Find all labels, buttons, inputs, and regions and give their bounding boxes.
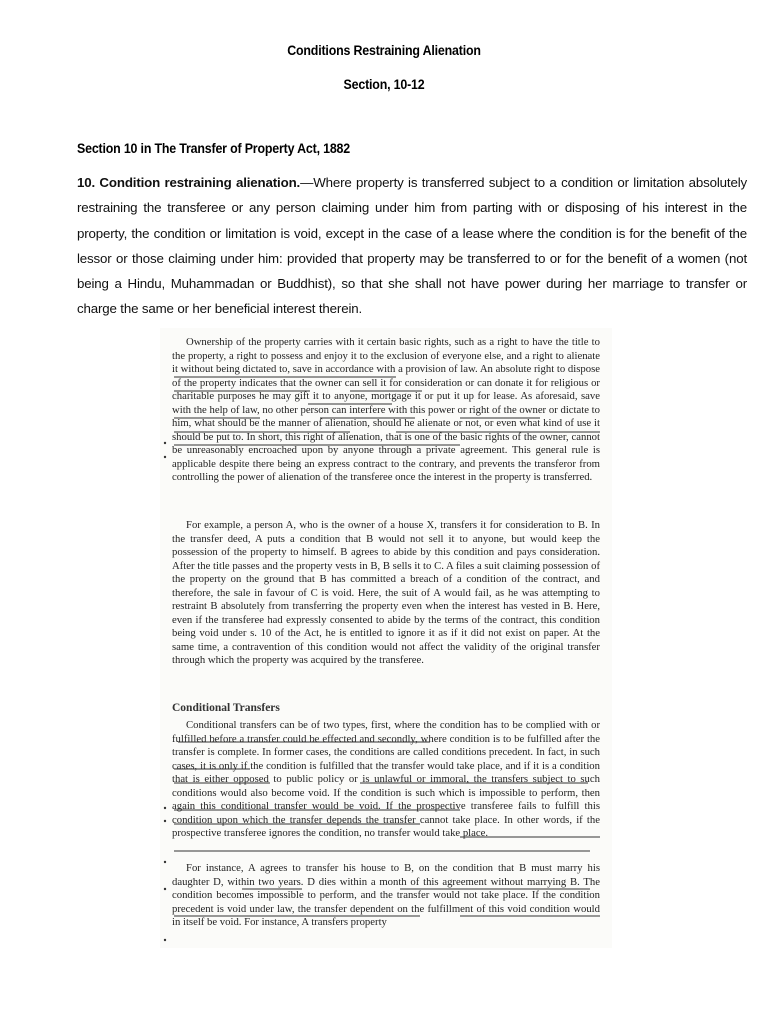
page-subtitle: Section, 10-12 [343,77,425,92]
clause-label: 10. Condition restraining alienation. [77,175,301,190]
excerpt-paragraph-instance: For instance, A agrees to transfer his house to B, on the condition that B must marry his daughter D, within two years. D dies within a month of this agreement without marrying B. The condition becomes impossible to perform, and the transfer would not take place. If the condition precedent is void under law, the transfer dependent on the fulfillment of this void condition would in itself be void. For instance, A transfers property [172,862,600,928]
section-heading: Section 10 in The Transfer of Property Act, 1882 [77,141,351,156]
excerpt-paragraph-example: For example, a person A, who is the owner of a house X, transfers it for consideration to B. In the transfer deed, A puts a condition that B would not sell it to anyone, but would keep the possession of the property to himself. B agrees to abide by this condition and pays consideration. After the title passes and the property vests in B, B sells it to C. A files a suit claiming possession of the property on the ground that B has committed a breach of a condition of the contract, and therefore, the sale in favour of C is void. Here, the suit of A would fail, as he was attempting to restraint B absolutely from transferring the property even when the interest has vested in B. Here, even if the transferee had expressly consented to abide by the terms of the contract, this condition being void under s. 10 of the Act, he is entitled to ignore it as if it did not exist on paper. At the same time, a contravention of this condition would not affect the validity of the original transfer through which the property was acquired by the transferee. [172,519,600,666]
clause-text: —Where property is transferred subject to a condition or limitation absolutely restraining the transferee or any person claiming under him from parting with or disposing of his interest in the property, the condition or limitation is void, except in the case of a lease where the condition is for the benefit of the lessor or those claiming under him: provided that property may be transferred to or for the benefit of a women (not being a Hindu, Muhammadan or Buddhist), so that she shall not have power during her marriage to transfer or charge the same or her beneficial interest therein. [77,175,748,317]
scanned-book-excerpt [160,328,612,948]
excerpt-paragraph-ownership: Ownership of the property carries with it certain basic rights, such as a right to have the title to the property, a right to possess and enjoy it to the exclusion of everyone else, and a right to alienate it without being dictated to, save in accordance with a provision of law. An absolute right to dispose of the property indicates that the owner can sell it for consideration or can donate it for religious or charitable purposes he may gift it to anyone, mortgage it or put it up for lease. As aforesaid, save with the help of law, no other person can interfere with this power or right of the owner or dictate to him, what should be the manner of alienation, should he alienate or not, or even what kind of use it should be put to. In short, this right of alienation, that is one of the basic rights of the owner, cannot be unreasonably encroached upon by anyone through a private agreement. This general rule is applicable despite there being an express contract to the contrary, and prevents the transferor from controlling the power of alienation of the transferee once the interest in the property is transferred. [172,336,600,483]
excerpt-paragraph-conditional-transfers: Conditional transfers can be of two types, first, where the condition has to be complied with or fulfilled before a transfer could be effected and secondly, where condition is to be fulfilled after the transfer is complete. In former cases, the conditions are called conditions precedent. In fact, in such cases, it is only if the condition is fulfilled that the transfer would take place, and if it is a condition that is either opposed to public policy or is unlawful or immoral, the transfers subject to such conditions would also become void. If the condition is such which is impossible to perform, then again this conditional transfer would be void. If the prospective transferee fails to fulfill this condition upon which the transfer depends the transfer cannot take place. In other words, if the prospective transferee ignores the condition, no transfer would take place. [172,719,600,839]
section-clause [77,170,747,322]
excerpt-subheading: Conditional Transfers [172,702,280,714]
page-title: Conditions Restraining Alienation [287,43,481,58]
